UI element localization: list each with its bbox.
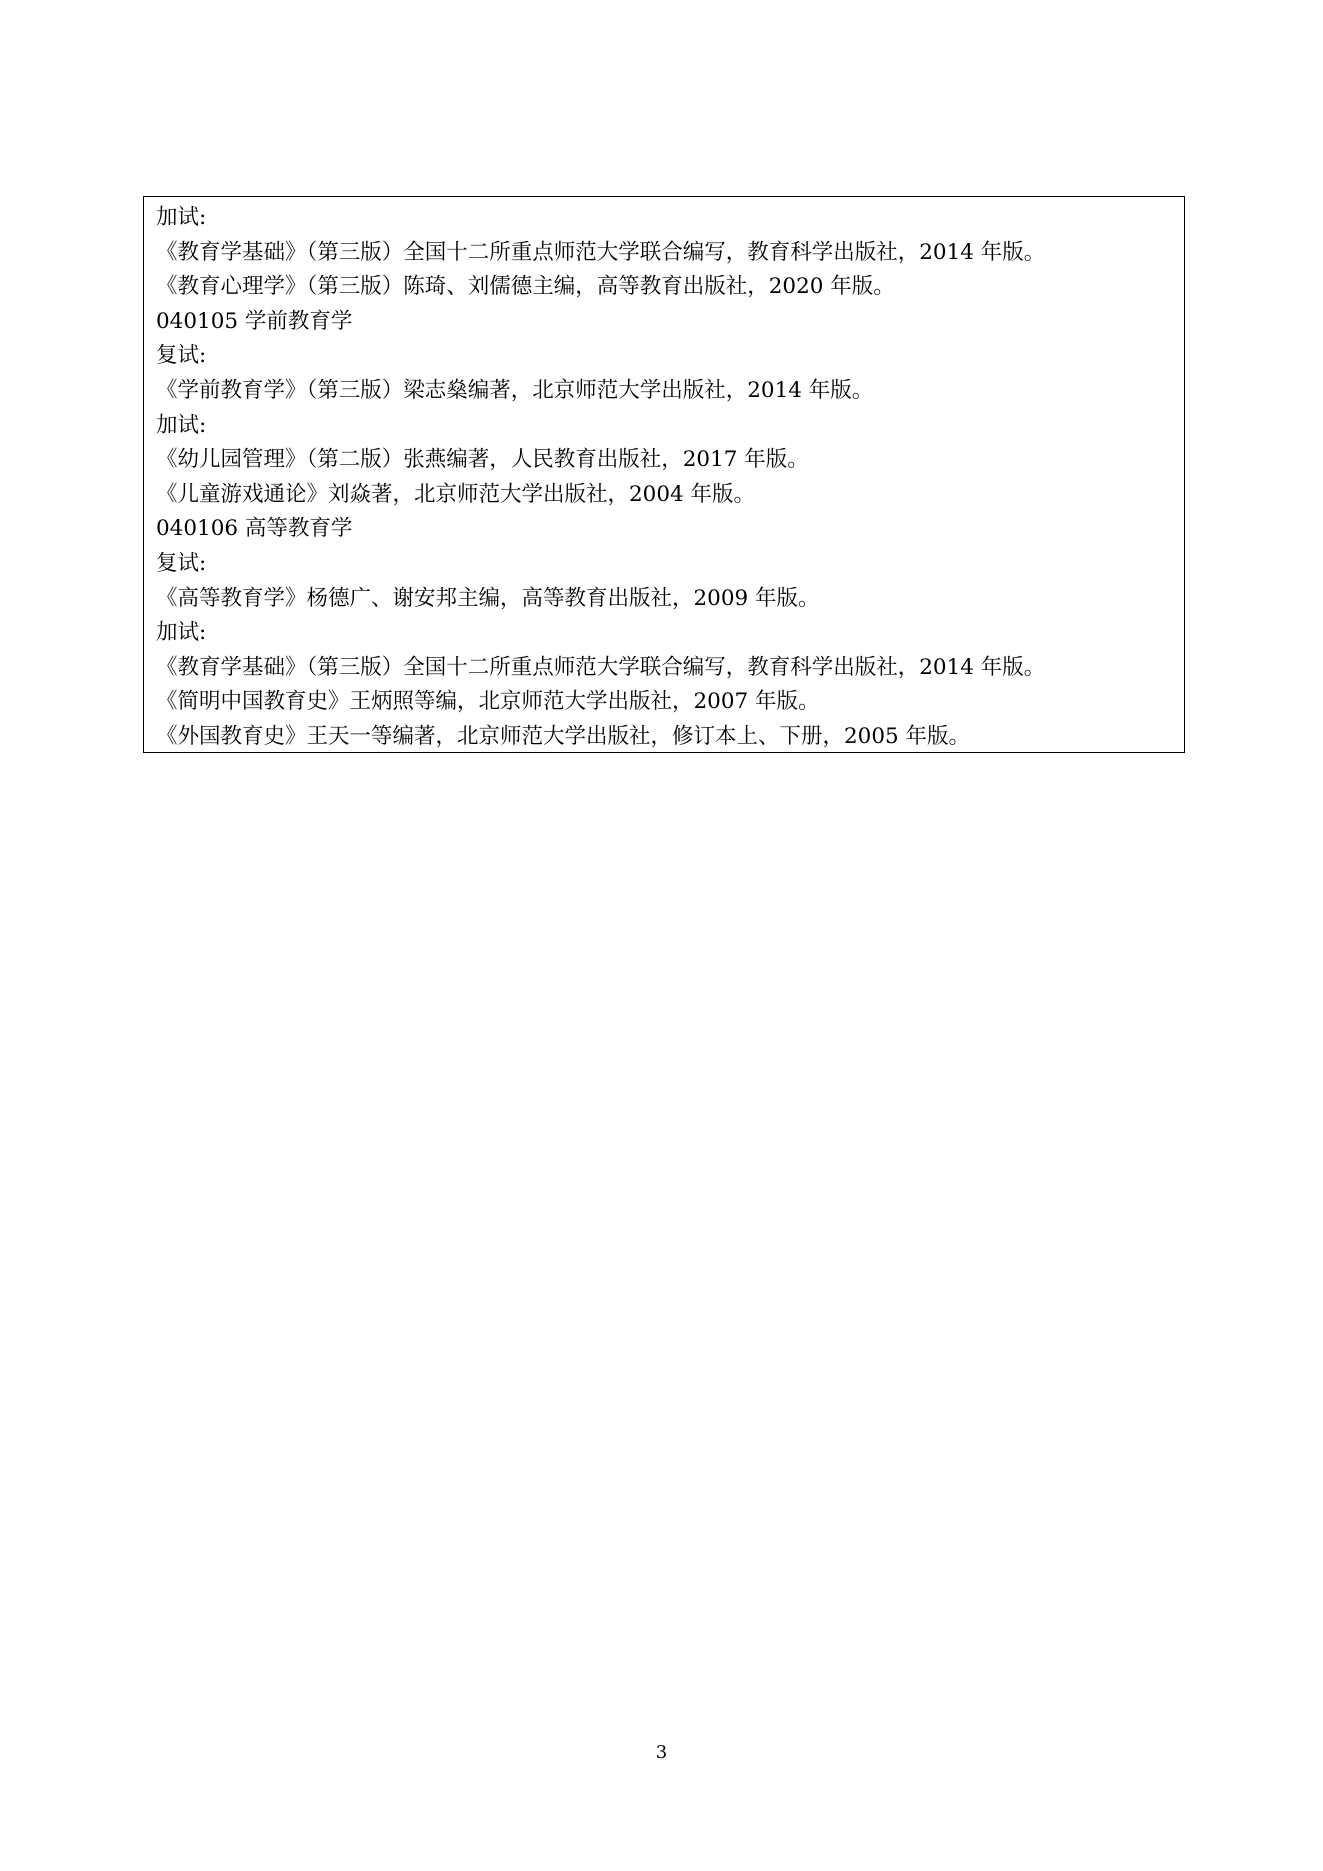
page-number: 3 [655,1742,668,1763]
section-label-retest: 复试: [156,343,207,369]
reference-item: 《简明中国教育史》王炳照等编，北京师范大学出版社，2007 年版。 [156,689,820,715]
reference-item: 《外国教育史》王天一等编著，北京师范大学出版社，修订本上、下册，2005 年版。 [156,723,971,749]
reference-item: 《幼儿园管理》（第二版）张燕编著，人民教育出版社，2017 年版。 [156,447,809,473]
program-heading-higher-education: 040106 高等教育学 [156,516,353,542]
bibliography-box [143,196,1185,753]
program-heading-preschool-education: 040105 学前教育学 [156,308,353,334]
reference-item: 《教育学基础》（第三版）全国十二所重点师范大学联合编写，教育科学出版社，2014 年版。 [156,239,1046,265]
reference-item: 《学前教育学》（第三版）梁志燊编著，北京师范大学出版社，2014 年版。 [156,377,874,403]
reference-item: 《教育学基础》（第三版）全国十二所重点师范大学联合编写，教育科学出版社，2014 年版。 [156,654,1046,680]
reference-item: 《高等教育学》杨德广、谢安邦主编，高等教育出版社，2009 年版。 [156,585,820,611]
reference-item: 《教育心理学》（第三版）陈琦、刘儒德主编，高等教育出版社，2020 年版。 [156,274,895,300]
reference-item: 《儿童游戏通论》刘焱著，北京师范大学出版社，2004 年版。 [156,481,756,507]
section-label-retest: 复试: [156,550,207,576]
section-label-addtest: 加试: [156,205,207,230]
section-label-addtest: 加试: [156,412,207,438]
section-label-addtest: 加试: [156,620,207,646]
